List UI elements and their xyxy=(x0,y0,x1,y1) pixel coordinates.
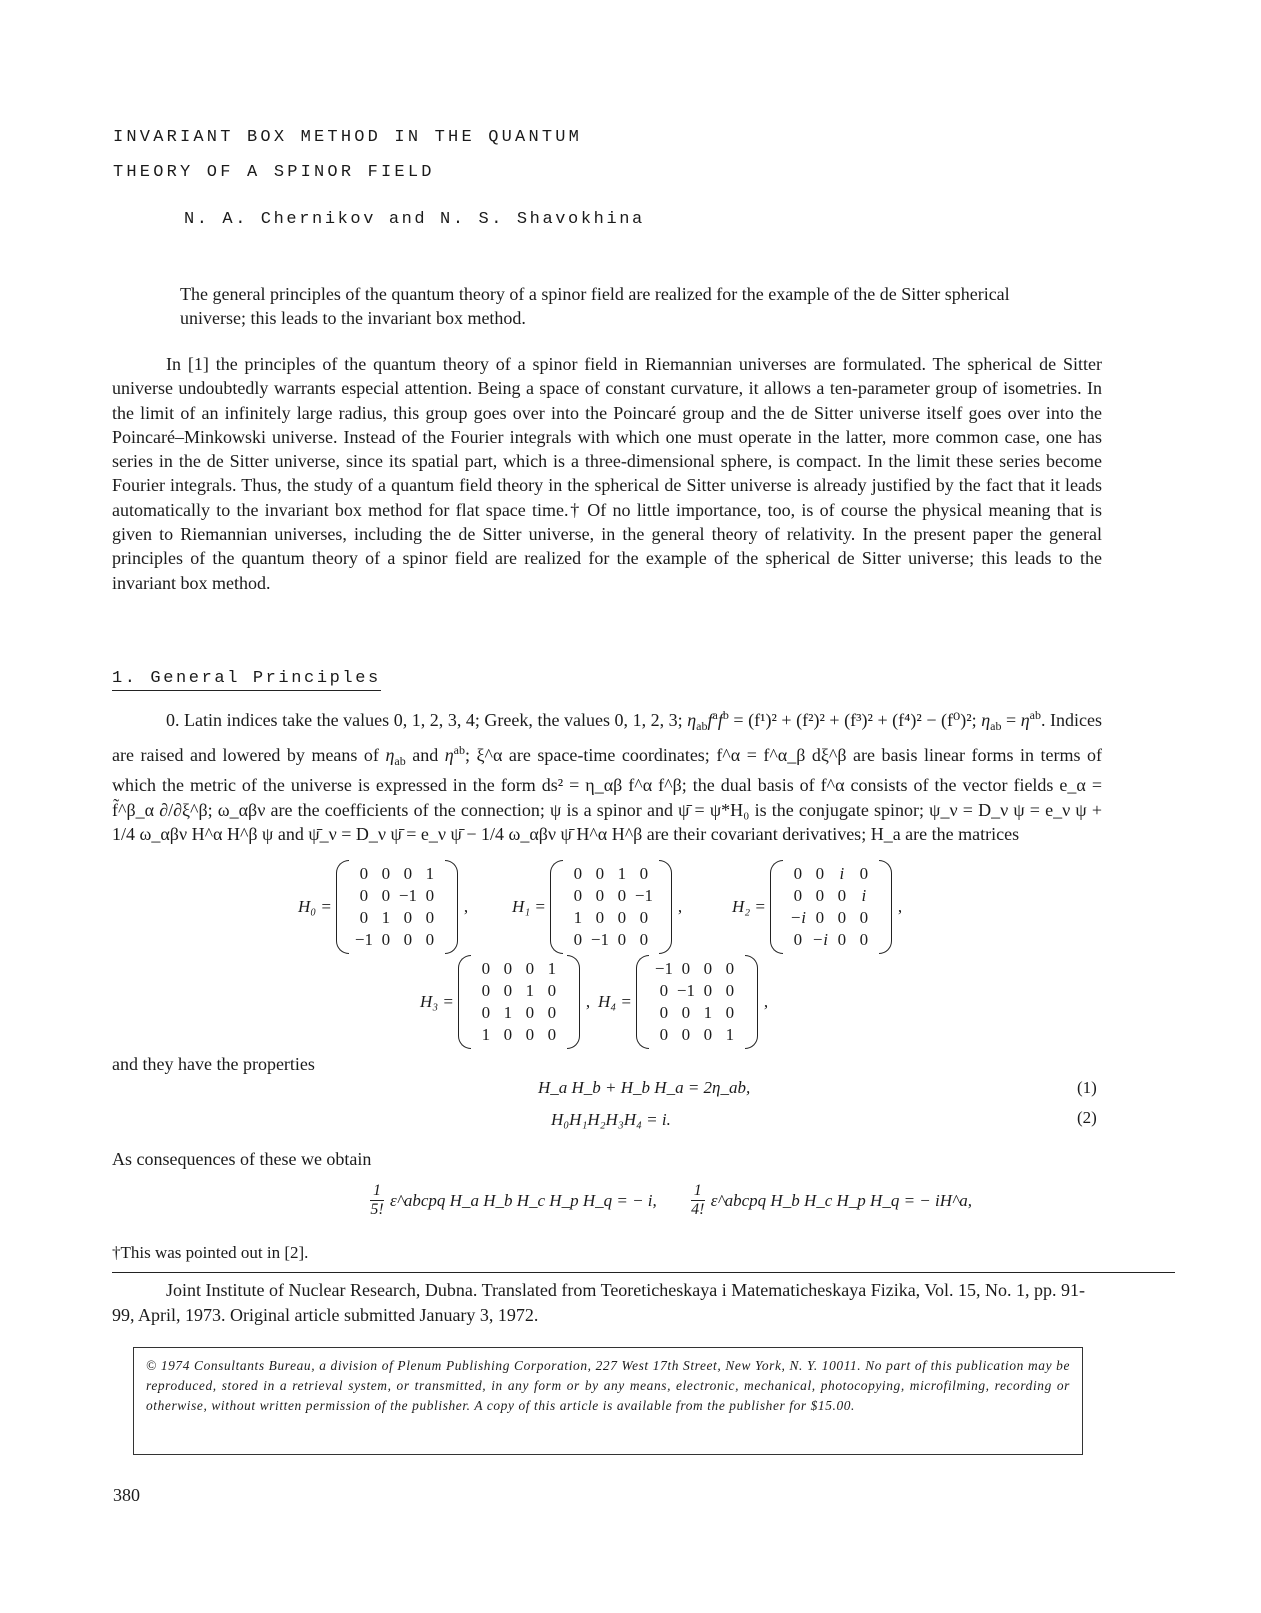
matrix-cell: 0 xyxy=(359,886,369,905)
matrix-label: H₂ = xyxy=(732,897,766,916)
matrix-cell: 0 xyxy=(659,981,669,1000)
matrix-label: H₄ = xyxy=(598,992,632,1011)
matrix-cell: 0 xyxy=(659,1025,669,1044)
matrix-cell: 0 xyxy=(681,1025,691,1044)
matrix-cell: 0 xyxy=(359,864,369,883)
consequences-text: As consequences of these we obtain xyxy=(112,1149,372,1169)
matrix-cell: 0 xyxy=(703,1025,713,1044)
matrix-cell: 0 xyxy=(837,908,847,927)
matrix-cell: i xyxy=(839,864,845,883)
matrix-cell: −1 xyxy=(634,886,653,905)
matrix-label: H₀ = xyxy=(298,897,332,916)
equation-2-number: (2) xyxy=(1077,1108,1097,1127)
matrix-cell: 0 xyxy=(595,886,605,905)
notation-text: 0. Latin indices take the values 0, 1, 2, 3, 4; Greek, the values 0, 1, 2, 3; $\eta_{ab}f^af^b = (f^1)^2 + (f^2)^2 + (f^3)^2 + (f^4)^2 - (f^0)^2$; $\eta_{ab} = \eta^{ab}$. Indices are raised and lowered by means of $\eta_{ab}$ and $\eta^{ab}$; ξ^α are space-time coordinates; f^α = f^α_β dξ^β are basis linear forms in terms of which the metric of the universe is expressed in the form ds² = η_αβ f^α f^β; the dual basis of f^α consists of the vector fields e_α = f̃^β_α ∂/∂ξ^β; ω_αβν are the coefficients of the connection; ψ is a spinor and ψ̄ = ψ*H₀ is the conjugate spinor; ψ_ν = D_ν ψ = e_ν ψ + 1/4 ω_αβν H^α H^β ψ and ψ̄_ν = D_ν ψ̄ = e_ν ψ̄ − 1/4 ω_αβν ψ̄ H^α H^β are their covariant derivatives; H_a are the matrices xyxy=(112,708,1102,844)
affiliation xyxy=(112,1278,1102,1327)
equation-1-number: (1) xyxy=(1077,1078,1097,1097)
matrix-cell: 1 xyxy=(703,1003,713,1022)
matrix-cell: 0 xyxy=(403,908,413,927)
matrix-h1: H₁ = 0 0 1 0 0 0 0 −1 1 0 0 0 0 −1 0 0 , xyxy=(512,860,682,954)
equation-2: H₀H₁H₂H₃H₄ = i. xyxy=(551,1110,671,1129)
matrix-cell: 0 xyxy=(595,864,605,883)
matrix-cell: 0 xyxy=(403,864,413,883)
authors: N. A. Chernikov and N. S. Shavokhina xyxy=(184,210,645,229)
matrix-cell: 1 xyxy=(481,1025,491,1044)
matrix-cell: 0 xyxy=(503,959,513,978)
matrix-cell: 1 xyxy=(425,864,435,883)
title-line-2: THEORY OF A SPINOR FIELD xyxy=(113,163,435,182)
matrix-cell: 0 xyxy=(725,1003,735,1022)
matrix-cell: 0 xyxy=(503,1025,513,1044)
matrix-cell: 0 xyxy=(525,1003,535,1022)
matrix-cell: 1 xyxy=(573,908,583,927)
matrix-cell: 1 xyxy=(525,981,535,1000)
matrix-cell: 0 xyxy=(381,930,391,949)
matrix-cell: 0 xyxy=(503,981,513,1000)
matrix-cell: 0 xyxy=(617,886,627,905)
matrix-cell: 0 xyxy=(681,959,691,978)
fraction-1-5: $\frac{1}{5!}$ xyxy=(370,1182,384,1218)
matrix-cell: 1 xyxy=(617,864,627,883)
matrix-cell: 0 xyxy=(617,930,627,949)
introduction xyxy=(112,352,1102,595)
matrix-cell: 0 xyxy=(547,981,557,1000)
matrix-cell: 1 xyxy=(381,908,391,927)
matrix-cell: −1 xyxy=(676,981,695,1000)
matrix-cell: 0 xyxy=(815,886,825,905)
matrix-cell: 0 xyxy=(725,959,735,978)
matrix-cell: 0 xyxy=(859,930,869,949)
matrix-cell: −1 xyxy=(354,930,373,949)
matrix-cell: −1 xyxy=(654,959,673,978)
matrix-cell: 0 xyxy=(859,908,869,927)
matrix-grid xyxy=(783,860,879,954)
matrix-grid xyxy=(563,860,659,954)
matrix-cell: 0 xyxy=(639,864,649,883)
matrix-h2: H₂ = 0 0 i 0 0 0 0 i −i 0 0 0 0 −i 0 0 , xyxy=(732,860,902,954)
matrix-h4: H₄ = −1 0 0 0 0 −1 0 0 0 0 1 0 0 0 0 1 , xyxy=(598,955,768,1049)
matrix-cell: 0 xyxy=(525,1025,535,1044)
matrix-cell: 1 xyxy=(503,1003,513,1022)
matrix-cell: 0 xyxy=(595,908,605,927)
matrix-grid xyxy=(349,860,445,954)
matrix-cell: 0 xyxy=(481,981,491,1000)
matrix-cell: 0 xyxy=(547,1025,557,1044)
matrix-grid xyxy=(649,955,745,1049)
matrix-cell: 0 xyxy=(837,930,847,949)
consequence-2: ε^abcpq H_b H_c H_p H_q = − iH^a, xyxy=(710,1190,972,1210)
matrix-cell: 0 xyxy=(793,886,803,905)
matrix-cell: −i xyxy=(811,930,829,949)
matrix-cell: 0 xyxy=(815,864,825,883)
matrix-cell: 0 xyxy=(639,908,649,927)
matrix-cell: 0 xyxy=(793,864,803,883)
matrix-h3: H₃ = 0 0 0 1 0 0 1 0 0 1 0 0 1 0 0 0 , xyxy=(420,955,590,1049)
matrix-cell: 0 xyxy=(381,864,391,883)
footnote-rule xyxy=(112,1272,1175,1273)
matrix-cell: 1 xyxy=(547,959,557,978)
copyright-box: © 1974 Consultants Bureau, a division of Plenum Publishing Corporation, 227 West 17th Street, New York, N. Y. 10011. No part of this publication may be reproduced, stored in a retrieval system, or transmitted, in any form or by any means, electronic, mechanical, photocopying, microfilming, recording or otherwise, without written permission of the publisher. A copy of this article is available from the publisher for $15.00. xyxy=(133,1347,1083,1455)
matrix-cell: 0 xyxy=(793,930,803,949)
matrix-cell: 0 xyxy=(659,1003,669,1022)
matrix-cell: 0 xyxy=(481,959,491,978)
matrix-cell: 0 xyxy=(859,864,869,883)
matrix-cell: 0 xyxy=(573,930,583,949)
matrix-cell: 0 xyxy=(481,1003,491,1022)
matrix-cell: 0 xyxy=(425,886,435,905)
footnote: †This was pointed out in [2]. xyxy=(112,1243,309,1262)
matrix-cell: 0 xyxy=(403,930,413,949)
matrix-cell: 0 xyxy=(815,908,825,927)
matrix-cell: 0 xyxy=(425,930,435,949)
abstract: The general principles of the quantum theory of a spinor field are realized for the example of the de Sitter spherical universe; this leads to the invariant box method. xyxy=(180,284,1010,328)
matrix-cell: 0 xyxy=(703,981,713,1000)
matrix-cell: 1 xyxy=(725,1025,735,1044)
consequence-equations xyxy=(370,1182,972,1219)
fraction-1-4: $\frac{1}{4!}$ xyxy=(691,1182,705,1218)
consequence-1: ε^abcpq H_a H_b H_c H_p H_q = − i, xyxy=(390,1190,657,1210)
section-heading: 1. General Principles xyxy=(112,669,381,691)
notation-paragraph xyxy=(112,703,1102,846)
matrix-cell: 0 xyxy=(425,908,435,927)
matrix-cell: −i xyxy=(789,908,807,927)
matrix-cell: 0 xyxy=(525,959,535,978)
matrix-cell: 0 xyxy=(703,959,713,978)
matrix-label: H₁ = xyxy=(512,897,546,916)
matrix-cell: i xyxy=(861,886,867,905)
matrix-cell: −1 xyxy=(398,886,417,905)
matrix-cell: 0 xyxy=(573,886,583,905)
matrix-cell: 0 xyxy=(573,864,583,883)
affiliation-text: Joint Institute of Nuclear Research, Dubna. Translated from Teoreticheskaya i Matematicheskaya Fizika, Vol. 15, No. 1, pp. 91-99, April, 1973. Original article submitted January 3, 1972. xyxy=(112,1280,1086,1325)
title-line-1: INVARIANT BOX METHOD IN THE QUANTUM xyxy=(113,128,583,147)
matrix-label: H₃ = xyxy=(420,992,454,1011)
matrix-h0: H₀ = 0 0 0 1 0 0 −1 0 0 1 0 0 −1 0 0 0 , xyxy=(298,860,468,954)
matrix-cell: 0 xyxy=(547,1003,557,1022)
matrix-grid xyxy=(471,955,567,1049)
properties-text: and they have the properties xyxy=(112,1054,315,1074)
matrix-cell: 0 xyxy=(725,981,735,1000)
equation-1: H_a H_b + H_b H_a = 2η_ab, xyxy=(538,1078,751,1097)
page-number: 380 xyxy=(113,1485,140,1505)
matrix-cell: 0 xyxy=(639,930,649,949)
matrix-cell: 0 xyxy=(381,886,391,905)
matrix-cell: 0 xyxy=(617,908,627,927)
matrix-cell: 0 xyxy=(837,886,847,905)
intro-paragraph: In [1] the principles of the quantum theory of a spinor field in Riemannian universes are formulated. The spherical de Sitter universe undoubtedly warrants especial attention. Being a space of constant curvature, it allows a ten-parameter group of isometries. In the limit of an infinitely large radius, this group goes over into the Poincaré group and the de Sitter universe itself goes over into the Poincaré–Minkowski universe. Instead of the Fourier integrals with which one must operate in the latter, more common case, one has series in the de Sitter universe, since its spatial part, which is a three-dimensional sphere, is compact. In the limit these series become Fourier integrals. Thus, the study of a quantum field theory in the spherical de Sitter universe is already justified by the fact that it leads automatically to the invariant box method for flat space time.† Of no little importance, too, is of course the physical meaning that is given to Riemannian universes, including the de Sitter universe, in the general theory of relativity. In the present paper the general principles of the quantum theory of a spinor field are realized for the example of the spherical de Sitter universe; this leads to the invariant box method. xyxy=(112,354,1102,593)
matrix-cell: 0 xyxy=(681,1003,691,1022)
matrix-cell: −1 xyxy=(590,930,609,949)
matrix-cell: 0 xyxy=(359,908,369,927)
